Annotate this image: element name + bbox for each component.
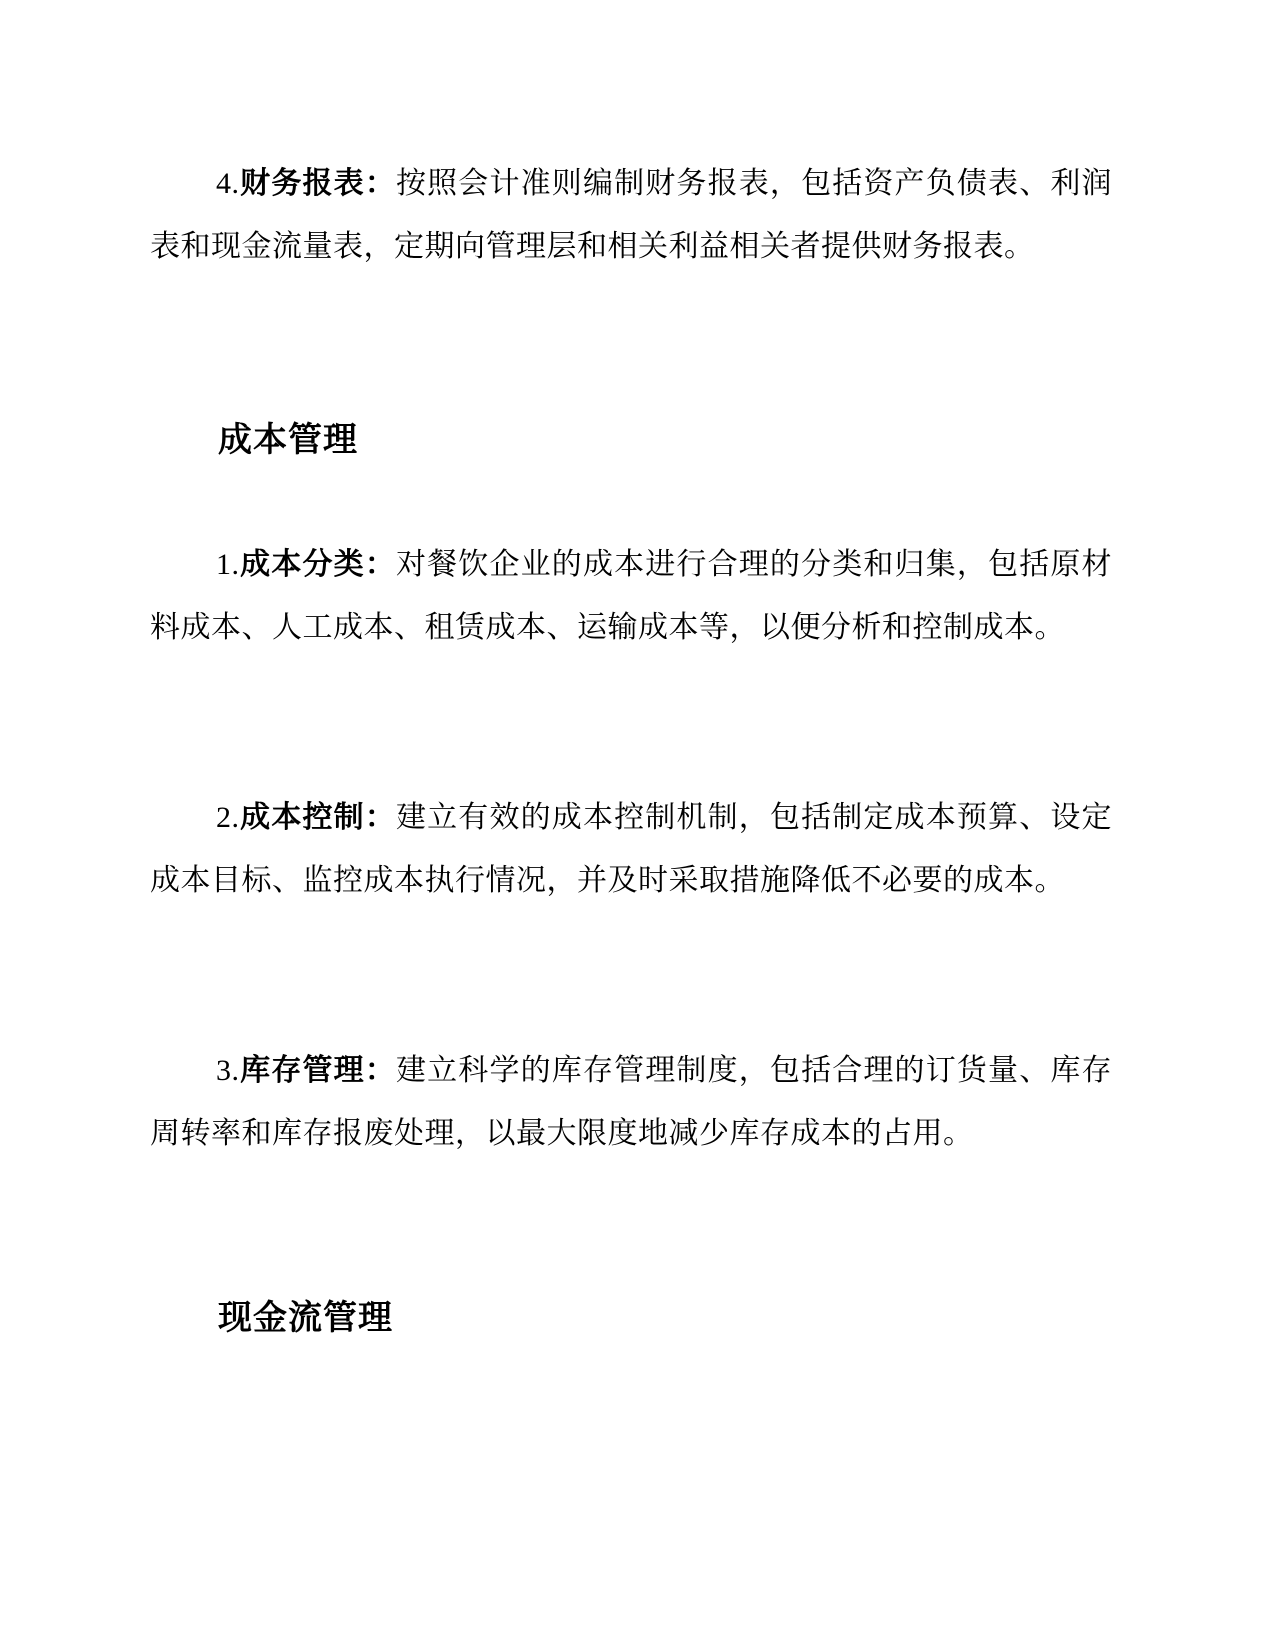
item-text: 建立科学的库存管理制度，包括合理的订货量、库存周转率和库存报废处理，以最大限度地减少库存成本的占用。	[150, 1053, 1113, 1151]
item-text: 建立有效的成本控制机制，包括制定成本预算、设定成本目标、监控成本执行情况，并及时采取措施降低不必要的成本。	[150, 800, 1113, 898]
item-text: 按照会计准则编制财务报表，包括资产负债表、利润表和现金流量表，定期向管理层和相关利益相关者提供财务报表。	[150, 166, 1113, 264]
item-label: 成本控制：	[239, 800, 396, 835]
item-number: 3.	[216, 1054, 240, 1087]
section-heading-cash-flow-management: 现金流管理	[218, 1298, 393, 1338]
paragraph-inventory-management	[150, 1039, 1112, 1165]
paragraph-cost-classification	[150, 533, 1112, 659]
item-number: 2.	[216, 801, 240, 834]
item-label: 成本分类：	[239, 547, 396, 582]
section-heading-cost-management: 成本管理	[218, 420, 358, 460]
item-label: 库存管理：	[239, 1053, 396, 1088]
item-number: 1.	[216, 548, 240, 581]
item-label: 财务报表：	[239, 166, 396, 201]
item-text: 对餐饮企业的成本进行合理的分类和归集，包括原材料成本、人工成本、租赁成本、运输成本等，以便分析和控制成本。	[150, 547, 1113, 645]
paragraph-financial-statements	[150, 152, 1112, 278]
item-number: 4.	[216, 167, 240, 200]
paragraph-cost-control	[150, 786, 1112, 912]
